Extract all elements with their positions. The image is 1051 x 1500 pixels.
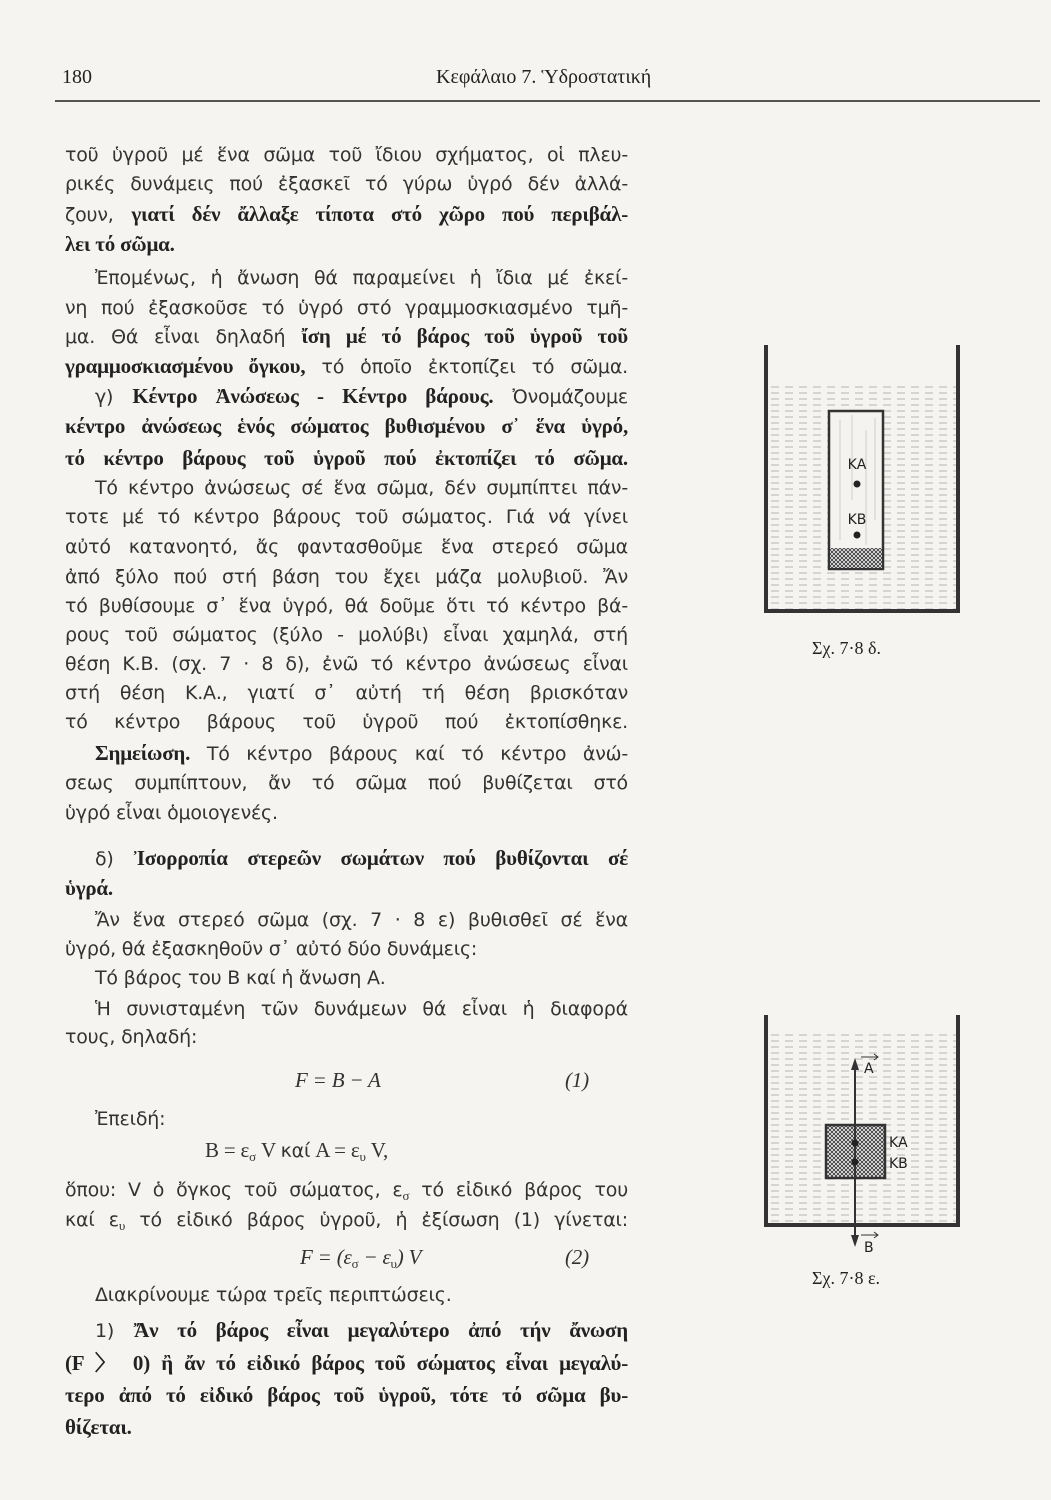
text-run: 1) bbox=[95, 1320, 134, 1342]
figure-caption-d: Σχ. 7·8 δ. bbox=[812, 638, 881, 658]
text-run: ὑγρό, θά ἐξασκηθοῦν σ᾽ αὐτό δύο δυνάμεις: bbox=[65, 938, 478, 960]
text-run: νη πού ἐξασκοῦσε τό ὑγρό στό γραμμοσκιασμένο τμῆ- bbox=[65, 297, 628, 319]
text-run: καί bbox=[280, 1140, 311, 1162]
bold-text: ἴση μέ τό βάρος τοῦ ὑγροῦ τοῦ bbox=[301, 324, 628, 348]
text-run: καί ε bbox=[65, 1209, 119, 1231]
bold-text: τερο ἀπό τό εἰδικό βάρος τοῦ ὑγροῦ, τότε τό σῶμα βυ- bbox=[65, 1383, 628, 1407]
text-run: V, bbox=[365, 1138, 389, 1162]
text-run: A = ε bbox=[310, 1138, 360, 1162]
text-run: Τό βάρος του Β καί ἡ ἄνωση Α. bbox=[95, 967, 386, 989]
text-run: υ bbox=[359, 1149, 366, 1164]
figure-caption-e: Σχ. 7·8 ε. bbox=[812, 1268, 881, 1288]
text-run: τό ὁποῖο ἐκτοπίζει τό σῶμα. bbox=[305, 356, 628, 378]
text-run: Τό κέντρο βάρους καί τό κέντρο ἀνώ- bbox=[190, 743, 628, 765]
text-run: σεως συμπίπτουν, ἄν τό σῶμα πού βυθίζεται στό bbox=[65, 772, 628, 794]
bold-text: Ἰσορροπία στερεῶν σωμάτων πού βυθίζονται σέ bbox=[133, 846, 628, 870]
figure-7-8-e bbox=[766, 1015, 958, 1256]
text-run: Τό κέντρο ἀνώσεως σέ ἕνα σῶμα, δέν συμπίπτει πάν- bbox=[95, 477, 628, 499]
running-header-title: Κεφάλαιο 7. Ὑδροστατική bbox=[436, 66, 652, 88]
text-run: V bbox=[255, 1138, 281, 1162]
bold-text: Κέντρο Ἀνώσεως - Κέντρο βάρους. bbox=[132, 384, 494, 408]
text-run: Ἡ συνισταμένη τῶν δυνάμεων θά εἶναι ἡ διαφορά bbox=[95, 998, 628, 1020]
text-run: ρους τοῦ σώματος (ξύλο - μολύβι) εἶναι χαμηλά, στή bbox=[65, 624, 628, 646]
text-run: υ bbox=[390, 1256, 397, 1271]
text-run: στή θέση Κ.Α., γιατί σ᾽ αὐτή τή θέση βρισκόταν bbox=[65, 682, 628, 704]
label-ka: ΚΑ bbox=[889, 1135, 908, 1151]
text-run: θέση Κ.Β. (σχ. 7 · 8 δ), ἐνῶ τό κέντρο ἀνώσεως εἶναι bbox=[65, 653, 628, 675]
text-run: τοτε μέ τό κέντρο βάρους τοῦ σώματος. Γιά νά γίνει bbox=[65, 506, 628, 528]
bold-text: γιατί δέν ἄλλαξε τίποτα στό χῶρο πού περιβάλ- bbox=[131, 202, 628, 226]
bold-text: γραμμοσκιασμένου ὄγκου, bbox=[65, 354, 306, 378]
vector-arrow-icon bbox=[861, 1232, 878, 1238]
bold-text: Σημείωση. bbox=[95, 741, 191, 765]
equation-number: (2) bbox=[565, 1245, 589, 1269]
bold-text: θίζεται. bbox=[65, 1415, 132, 1439]
text-run: τοῦ ὑγροῦ μέ ἕνα σῶμα τοῦ ἴδιου σχήματος, οἱ πλευ- bbox=[65, 144, 628, 166]
text-run: σ bbox=[249, 1149, 256, 1164]
text-run: ὅπου: V ὁ ὄγκος τοῦ σώματος, ε bbox=[65, 1179, 403, 1201]
text-run: ὑγρό εἶναι ὁμοιογενές. bbox=[65, 802, 278, 824]
text-run: ἀπό ξύλο πού στή βάση του ἔχει μάζα μολυβιοῦ. Ἄν bbox=[65, 566, 628, 588]
label-kb: ΚΒ bbox=[847, 512, 867, 528]
text-run: − ε bbox=[358, 1245, 391, 1269]
text-run: F = (ε bbox=[300, 1245, 352, 1269]
text-run: Ἄν ἕνα στερεό σῶμα (σχ. 7 · 8 ε) βυθισθεῖ σέ ἕνα bbox=[95, 909, 628, 931]
text-run: τό κέντρο βάρους τοῦ ὑγροῦ πού ἐκτοπίσθηκε. bbox=[65, 711, 628, 733]
text-run: ζουν, bbox=[65, 204, 132, 226]
text-run: B = ε bbox=[205, 1138, 250, 1162]
text-run: αὐτό κατανοητό, ἄς φαντασθοῦμε ἕνα στερεό σῶμα bbox=[65, 536, 628, 558]
bold-text: Ἄν τό βάρος εἶναι μεγαλύτερο ἀπό τήν ἄνωση bbox=[133, 1318, 629, 1342]
equation-number: (1) bbox=[565, 1068, 589, 1092]
text-run: Ὀνομάζουμε bbox=[493, 386, 628, 408]
text-run: σ bbox=[402, 1188, 410, 1203]
text-run: γ) bbox=[95, 386, 133, 408]
text-run: Ἐπομένως, ἡ ἄνωση θά παραμείνει ἡ ἴδια μέ ἐκεί- bbox=[95, 267, 628, 289]
text-run: F = B − A bbox=[295, 1068, 381, 1092]
figure-7-8-d bbox=[766, 345, 958, 611]
label-ka: ΚΑ bbox=[847, 457, 867, 473]
text-run: τους, δηλαδή: bbox=[65, 1026, 198, 1048]
center-of-buoyancy-dot bbox=[852, 1140, 859, 1147]
text-run: τό εἰδικό βάρος του bbox=[409, 1179, 628, 1201]
text-run: υ bbox=[118, 1218, 126, 1233]
lead-mass bbox=[830, 548, 882, 568]
bold-text: λει τό σῶμα. bbox=[65, 232, 175, 256]
text-run: ) V bbox=[396, 1245, 422, 1269]
page-number: 180 bbox=[62, 66, 92, 88]
center-of-gravity-dot bbox=[852, 1159, 859, 1166]
label-b: Β bbox=[864, 1240, 874, 1256]
text-run: Διακρίνουμε τώρα τρεῖς περιπτώσεις. bbox=[95, 1284, 452, 1306]
weight-arrow-icon bbox=[851, 1235, 859, 1247]
bold-text: ὑγρά. bbox=[65, 876, 113, 900]
bold-text: τό κέντρο βάρους τοῦ ὑγροῦ πού ἐκτοπίζει τό σῶμα. bbox=[65, 446, 628, 470]
label-kb: ΚΒ bbox=[889, 1156, 908, 1172]
bold-text: κέντρο ἀνώσεως ἑνός σώματος βυθισμένου σ᾽ ἕνα ὑγρό, bbox=[65, 414, 628, 438]
center-of-buoyancy-dot bbox=[854, 481, 861, 488]
text-run: δ) bbox=[95, 848, 134, 870]
bold-text: (F 〉 0) ἢ ἄν τό εἰδικό βάρος τοῦ σώματος εἶναι μεγαλύ- bbox=[65, 1351, 628, 1375]
center-of-gravity-dot bbox=[854, 532, 861, 539]
text-run: τό βυθίσουμε σ᾽ ἕνα ὑγρό, θά δοῦμε ὅτι τό κέντρο βά- bbox=[65, 595, 628, 617]
text-run: ρικές δυνάμεις πού ἐξασκεῖ τό γύρω ὑγρό δέν ἀλλά- bbox=[65, 173, 628, 195]
label-a: Α bbox=[864, 1061, 874, 1077]
text-run: σ bbox=[351, 1256, 359, 1271]
text-run: μα. Θά εἶναι δηλαδή bbox=[65, 326, 302, 348]
text-run: Ἐπειδή: bbox=[95, 1108, 166, 1130]
text-run: τό εἰδικό βάρος ὑγροῦ, ἡ ἐξίσωση (1) γίνεται: bbox=[125, 1209, 628, 1231]
